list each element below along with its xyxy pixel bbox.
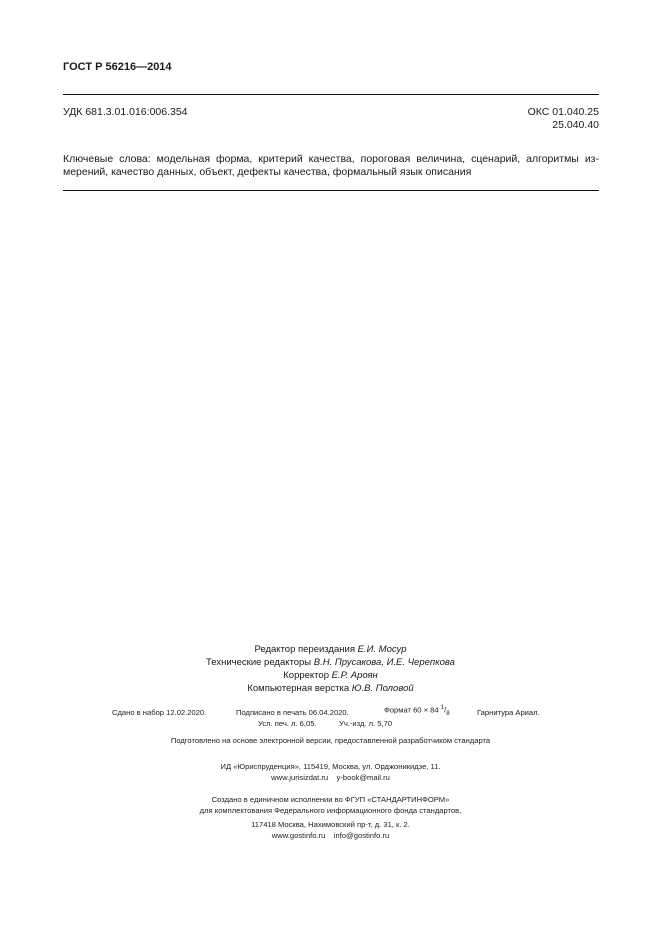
oks-code-2: 25.040.40 [552, 119, 599, 131]
corrector-label: Корректор [283, 670, 329, 681]
top-rule [63, 94, 599, 95]
layout-name: Ю.В. Половой [351, 683, 414, 694]
page-format: Формат 60 × 84 $^1/_8$ [384, 705, 450, 718]
publisher-info: ИД «Юриспруденция», 115419, Москва, ул. Орджоникидзе, 11. [220, 762, 441, 771]
address: 117418 Москва, Нахимовский пр-т, д. 31, к. 2. [251, 820, 410, 829]
typeface: Гарнитура Ариал. [477, 708, 540, 717]
created-for: для комплектования Федерального информационного фонда стандартов, [199, 806, 462, 815]
editor-line [0, 643, 661, 656]
signed-date: Подписано в печать 06.04.2020. [236, 708, 349, 717]
credits-block [0, 643, 661, 695]
tech-editors-line [0, 656, 661, 669]
corrector-line [0, 669, 661, 682]
typeset-date: Сдано в набор 12.02.2020. [112, 708, 207, 717]
tech-editors-label: Технические редакторы [206, 657, 312, 668]
oks-codes [528, 106, 599, 132]
tech-editors-names: В.Н. Прусакова, И.Е. Черепкова [313, 657, 455, 668]
oks-code-1: ОКС 01.040.25 [527, 106, 599, 118]
format-prefix: Формат 60 × 84 [384, 705, 439, 715]
bottom-rule [63, 190, 599, 191]
address-web: www.gostinfo.ru info@gostinfo.ru [271, 831, 390, 840]
layout-line [0, 682, 661, 695]
format-numerator: 1 [440, 705, 445, 711]
standard-number: ГОСТ Р 56216—2014 [63, 61, 172, 73]
created-note: Создано в единичном исполнении во ФГУП «СТАНДАРТИНФОРМ» [211, 795, 450, 804]
corrector-name: Е.Р. Ароян [331, 670, 378, 681]
publisher-web: www.jurisizdat.ru y-book@mail.ru [271, 773, 390, 782]
layout-label: Компьютерная верстка [247, 683, 350, 694]
format-denominator: 8 [446, 711, 450, 718]
editor-name: Е.И. Мосур [357, 644, 407, 655]
printed-sheets: Усл. печ. л. 6,05. [258, 719, 317, 728]
udc-code: УДК 681.3.01.016:006.354 [63, 106, 188, 118]
keywords-text: Ключевые слова: модельная форма, критерий качества, пороговая величина, сценарий, алгоритмы из-мерений, качество данных, объект, дефекты качества, формальный язык описания [63, 153, 599, 178]
editor-label: Редактор переиздания [254, 644, 355, 655]
prepared-note: Подготовлено на основе электронной версии, предоставленной разработчиком стандарта [170, 736, 491, 745]
publisher-sheets: Уч.-изд. л. 5,70 [339, 719, 393, 728]
